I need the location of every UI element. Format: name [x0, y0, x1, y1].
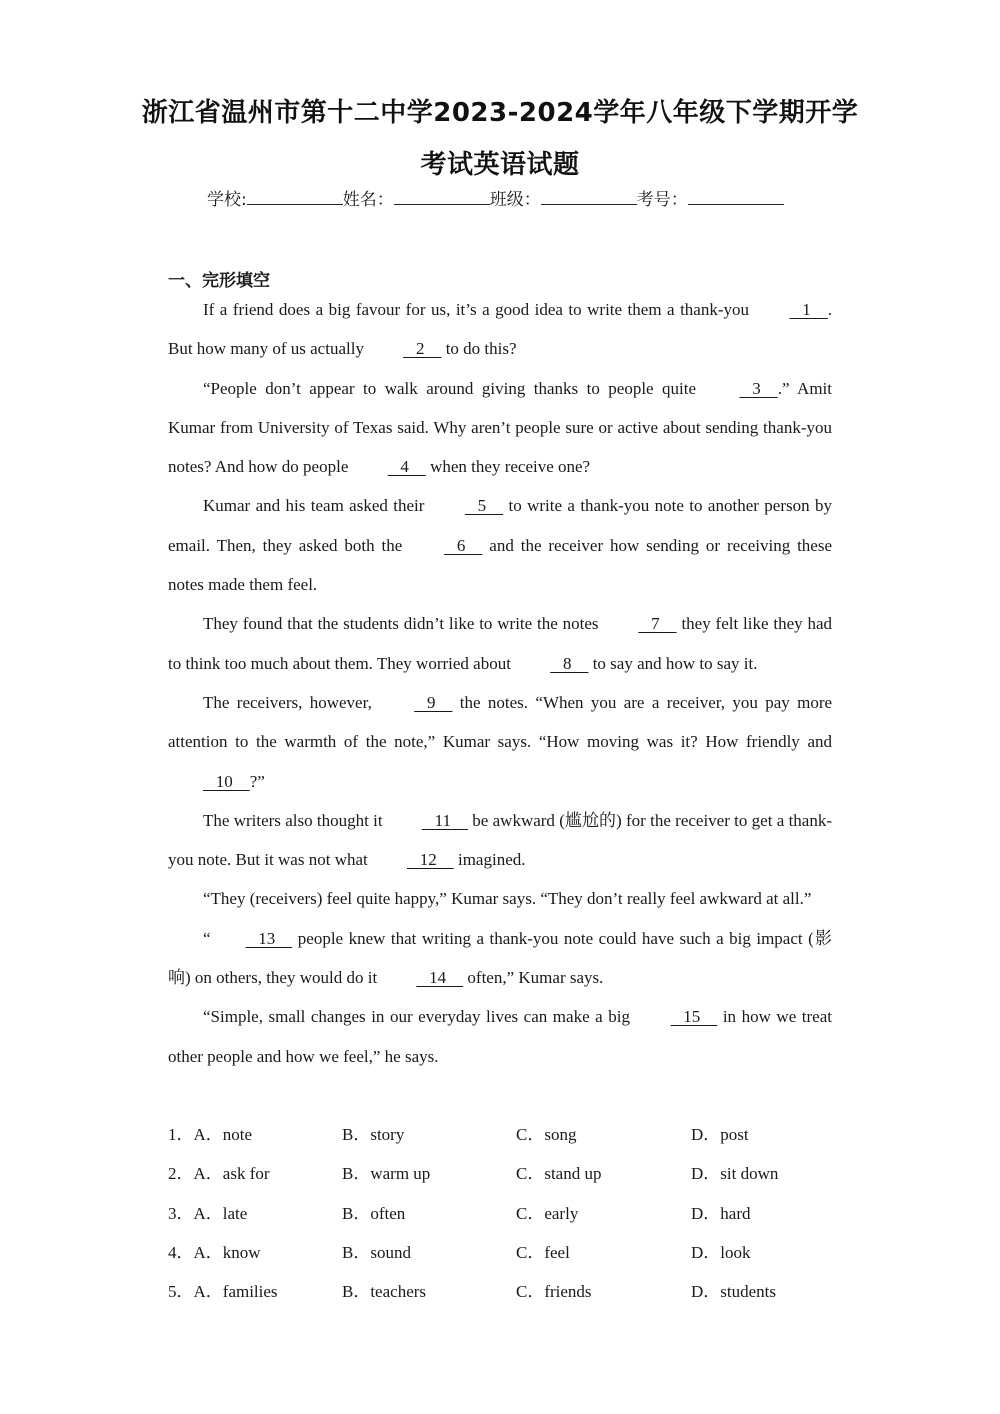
option-c[interactable]: C．early — [516, 1203, 579, 1223]
blank-8: 8 — [550, 653, 589, 673]
paragraph-7: “They (receivers) feel quite happy,” Kumar says. “They don’t really feel awkward at all.” — [203, 889, 812, 909]
section-title: 一、完形填空 — [168, 271, 270, 291]
option-d[interactable]: D．sit down — [691, 1164, 779, 1184]
blank-2: 2 — [403, 339, 442, 359]
class-label: 班级： — [489, 190, 541, 210]
option-c[interactable]: C．feel — [516, 1242, 570, 1262]
question-row — [168, 1233, 868, 1272]
paragraph-3: Kumar and his team asked their 5 to write a thank-you note to another person by email. Then, they asked both the 6 and the receiver how sending or receiving these notes made them feel. — [168, 486, 832, 604]
exam-number-blank — [688, 188, 784, 205]
name-blank — [394, 188, 490, 205]
option-a[interactable]: A．families — [193, 1282, 278, 1302]
option-d[interactable]: D．look — [691, 1242, 751, 1262]
question-number: 4． — [168, 1242, 194, 1262]
question-row — [168, 1194, 868, 1233]
blank-7: 7 — [638, 614, 677, 634]
student-info-row — [207, 185, 807, 210]
option-a[interactable]: A．note — [193, 1125, 253, 1144]
blank-5: 5 — [464, 496, 504, 516]
question-number: 1． — [168, 1125, 194, 1144]
school-blank — [247, 188, 343, 205]
blank-1: 1 — [789, 300, 828, 319]
question-number: 2． — [168, 1164, 194, 1184]
blank-3: 3 — [739, 378, 778, 398]
title-line-2: 考试英语试题 — [420, 150, 580, 180]
paragraph-2: “People don’t appear to walk around giving thanks to people quite 3 .” Amit Kumar from University of Texas said. Why aren’t people sure or active about sending thank-you notes? And how do people 4 when they receive one? — [168, 369, 832, 487]
paragraph-6: The writers also thought it 11 be awkward (尴尬的) for the receiver to get a thank-you note. But it was not what 12 imagined. — [168, 801, 832, 880]
option-a[interactable]: A．late — [193, 1203, 248, 1223]
option-b[interactable]: B．warm up — [342, 1164, 431, 1184]
blank-4: 4 — [387, 457, 426, 477]
option-a[interactable]: A．ask for — [193, 1164, 270, 1184]
title-line-1: 浙江省温州市第十二中学2023-2024学年八年级下学期开学 — [141, 98, 859, 128]
blank-13: 13 — [245, 928, 293, 948]
blank-9: 9 — [414, 692, 453, 712]
name-label: 姓名： — [342, 190, 394, 210]
question-number: 5． — [168, 1282, 194, 1302]
blank-6: 6 — [444, 535, 483, 555]
paragraph-9: “Simple, small changes in our everyday lives can make a big 15 in how we treat other people and how we feel,” he says. — [168, 997, 832, 1076]
paragraph-8: “ 13 people knew that writing a thank-you note could have such a big impact (影响) on others, they would do it 14 often,” Kumar says. — [168, 919, 832, 998]
paragraph-4: They found that the students didn’t like to write the notes 7 they felt like they had to think too much about them. They worried about 8 to say and how to say it. — [168, 604, 832, 683]
paragraph-5: The receivers, however, 9 the notes. “When you are a receiver, you pay more attention to the warmth of the note,” Kumar says. “How moving was it? How friendly and 10 ?” — [168, 683, 832, 801]
cloze-passage — [168, 290, 832, 1076]
answer-options — [168, 1115, 868, 1311]
school-label: 学校: — [207, 190, 247, 210]
blank-11: 11 — [421, 810, 468, 830]
blank-15: 15 — [670, 1007, 718, 1027]
option-a[interactable]: A．know — [193, 1242, 261, 1262]
paragraph-1: If a friend does a big favour for us, it’s a good idea to write them a thank-you 1 . But how many of us actually 2 to do this? — [168, 290, 832, 369]
question-number: 3． — [168, 1203, 194, 1223]
exam-number-label: 考号： — [636, 190, 688, 210]
blank-12: 12 — [406, 850, 454, 870]
option-b[interactable]: B．story — [342, 1125, 405, 1144]
question-row — [168, 1272, 868, 1311]
option-c[interactable]: C．stand up — [516, 1164, 602, 1184]
option-d[interactable]: D．students — [691, 1282, 776, 1302]
blank-14: 14 — [416, 968, 464, 988]
option-b[interactable]: B．often — [342, 1203, 406, 1223]
option-d[interactable]: D．hard — [691, 1203, 751, 1223]
option-b[interactable]: B．sound — [342, 1242, 411, 1262]
option-b[interactable]: B．teachers — [342, 1282, 427, 1302]
option-c[interactable]: C．friends — [516, 1282, 592, 1302]
class-blank — [541, 188, 637, 205]
option-d[interactable]: D．post — [691, 1125, 749, 1144]
question-row — [168, 1154, 868, 1193]
question-row — [168, 1115, 868, 1154]
option-c[interactable]: C．song — [516, 1125, 577, 1144]
blank-10: 10 — [203, 771, 250, 791]
